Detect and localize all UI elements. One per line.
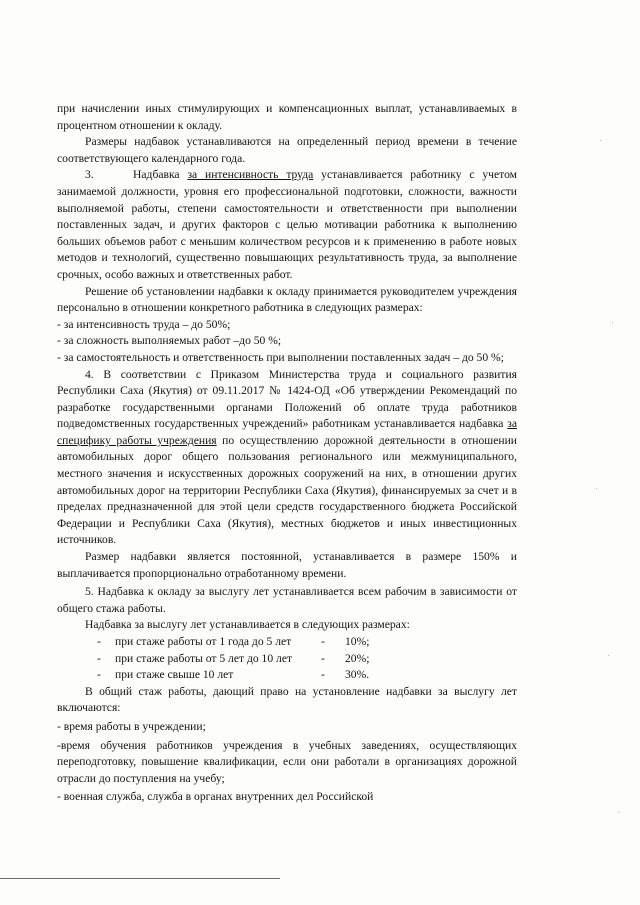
scan-speck bbox=[618, 812, 619, 813]
seniority-rates-list bbox=[57, 634, 517, 684]
list-item: - за самостоятельность и ответственность при выполнении поставленных задач – до 50 %; bbox=[57, 350, 504, 364]
paragraph-decision: Решение об установлении надбавки к окладу принимается руководителем учреждения персонально в отношении конкретного работника в следующих размерах: bbox=[57, 284, 517, 315]
item-4-prefix: 4. В соответствии с Приказом Министерства труда и социального развития Республики Саха (Якутия) от 09.11.2017 № 1424-ОД «Об утверждении Рекомендаций по разработке государственными органами Положений об оплате труда работников подведомственных государственных учреждений» работникам устанавливается надбавка bbox=[57, 367, 517, 431]
rate-percent: 10%; bbox=[345, 635, 370, 648]
paragraph-seniority-sizes: Надбавка за выслугу лет устанавливается в следующих размерах: bbox=[85, 618, 410, 632]
rate-percent: 20%; bbox=[345, 651, 370, 665]
rate-percent: 30%. bbox=[345, 668, 370, 682]
scan-speck bbox=[596, 488, 597, 489]
scan-speck bbox=[600, 140, 601, 141]
list-item: - военная служба, служба в органах внутренних дел Российской bbox=[57, 790, 374, 804]
item-3-text: устанавливается работнику с учетом занимаемой должности, уровня его профессиональной подготовки, сложности, важности выполняемой работы, степени самостоятельности и ответственности при выполнении поставленных задач, и других факторов с целью мотивации работника к выполнению больших объемов работ с меньшим количеством ресурсов и к применению в работе новых методов и технологий, существенно повышающих результативность труда, за выполнение срочных, особо важных и ответственных работ. bbox=[57, 168, 517, 281]
paragraph-item-4 bbox=[57, 367, 517, 550]
document-body bbox=[57, 101, 517, 806]
paragraph-allowance-size: Размер надбавки является постоянной, устанавливается в размере 150% и выплачивается пропорционально отработанному времени. bbox=[57, 550, 517, 580]
rate-dash: - bbox=[97, 635, 101, 648]
rate-separator: - bbox=[321, 651, 325, 665]
scan-speck bbox=[612, 322, 613, 323]
paragraph-allowance-periods: Размеры надбавок устанавливаются на определенный период времени в течение соответствующего календарного года. bbox=[57, 135, 517, 165]
item-4-text: по осуществлению дорожной деятельности в отношении автомобильных дорог общего пользования регионального или межмуниципального, местного значения и искусственных дорожных сооружений на них, в отношении других автомобильных дорог на территории Республики Саха (Якутия), финансируемых за счет и в пределах предназначенной для этой цели средств государственного бюджета Российской Федерации и Республики Саха (Якутия), местных бюджетов и иных инвестиционных источников. bbox=[57, 433, 517, 547]
list-item: - за интенсивность труда – до 50%; bbox=[57, 317, 231, 331]
rate-row bbox=[97, 667, 517, 684]
rate-dash: - bbox=[97, 651, 101, 665]
footer-rule bbox=[0, 878, 280, 879]
underlined-term-specifics: за специфику работы учреждения bbox=[57, 417, 517, 447]
rate-condition: при стаже свыше 10 лет bbox=[115, 668, 234, 682]
item-number: 3. bbox=[85, 168, 94, 182]
rate-separator: - bbox=[321, 668, 325, 682]
paragraph-item-5: 5. Надбавка к окладу за выслугу лет устанавливается всем рабочим в зависимости от общего стажа работы. bbox=[57, 585, 517, 615]
rate-separator: - bbox=[321, 635, 325, 648]
item-3-prefix: Надбавка bbox=[133, 168, 188, 182]
rate-condition: при стаже работы от 5 лет до 10 лет bbox=[115, 651, 293, 665]
rate-condition: при стаже работы от 1 года до 5 лет bbox=[115, 635, 292, 648]
list-item: - время работы в учреждении; bbox=[57, 719, 206, 733]
underlined-term-intensity: за интенсивность труда bbox=[187, 168, 314, 182]
rate-row bbox=[97, 651, 517, 668]
list-item: - за сложность выполняемых работ –до 50 %; bbox=[57, 334, 282, 348]
paragraph-item-3 bbox=[57, 167, 517, 283]
paragraph-continuation: при начислении иных стимулирующих и компенсационных выплат, устанавливаемых в процентном отношении к окладу. bbox=[57, 102, 517, 132]
rate-dash: - bbox=[97, 668, 101, 682]
rate-row bbox=[97, 634, 517, 651]
scan-speck bbox=[608, 655, 609, 656]
paragraph-total-experience: В общий стаж работы, дающий право на установление надбавки за выслугу лет включаются: bbox=[57, 684, 517, 715]
list-item: -время обучения работников учреждения в учебных заведениях, осуществляющих переподготовку, повышение квалификации, если они работали в организациях дорожной отрасли до поступления на учебу; bbox=[57, 738, 517, 785]
